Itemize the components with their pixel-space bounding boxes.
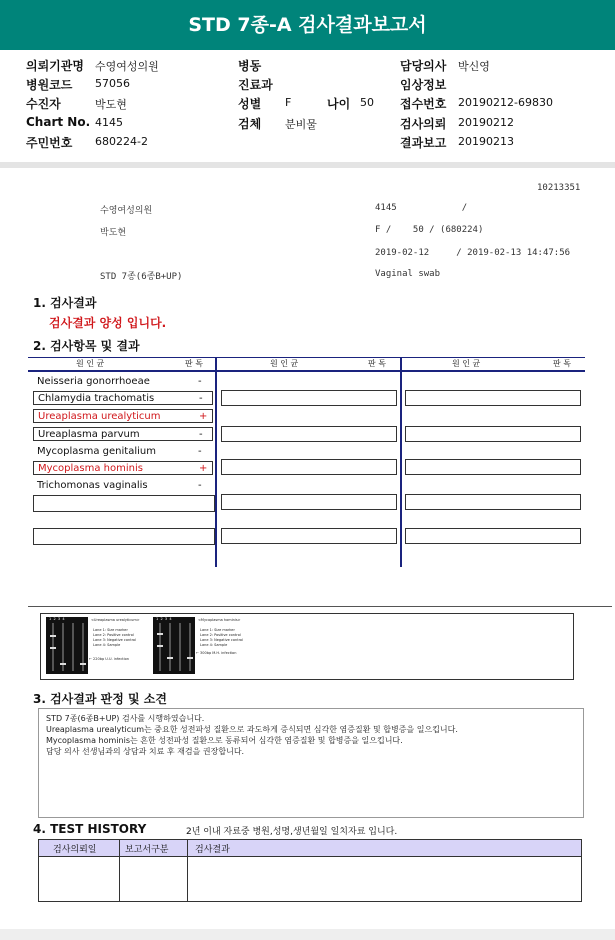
organism-name: Mycoplasma genitalium xyxy=(37,446,156,457)
section1-title: 1. 검사결과 xyxy=(33,296,97,310)
report-date-value: 20190213 xyxy=(458,135,514,148)
opinion-line: 담당 의사 선생님과의 상담과 치료 후 재검을 권장합니다. xyxy=(46,747,245,756)
organism-row xyxy=(33,427,213,441)
gel-legend-ureaplasma: Lane 1: Size marker Lane 2: Positive control Lane 3: Negative control Lane 4: Sample xyxy=(93,628,137,647)
history-note: 2년 이내 자료중 병원,성명,생년월일 일치자료 입니다. xyxy=(186,827,398,837)
doctor-value: 박신영 xyxy=(458,60,490,73)
organism-judge: - xyxy=(198,480,202,491)
doctor-label: 담당의사 xyxy=(400,59,447,73)
gel-caption-ureaplasma: <Ureaplasma urealyticum> xyxy=(91,618,140,622)
empty-cell xyxy=(405,494,581,510)
hospital-code-label: 병원코드 xyxy=(26,78,73,92)
opinion-line: Ureaplasma urealyticum는 중요한 성전파성 질환으로 과도하게 증식되면 심각한 염증질환 및 합병증을 일으킵니다. xyxy=(46,725,458,734)
history-col-report-type: 보고서구분 xyxy=(125,845,169,855)
organism-judge: - xyxy=(198,376,202,387)
organism-row xyxy=(33,391,213,405)
report-specimen: Vaginal swab xyxy=(375,269,441,279)
accession-label: 접수번호 xyxy=(400,97,447,111)
organism-judge: - xyxy=(199,393,203,404)
empty-cell xyxy=(221,528,397,544)
col-organism-1: 원 인 균 xyxy=(76,359,105,368)
col-organism-2: 원 인 균 xyxy=(270,359,299,368)
empty-cell xyxy=(405,528,581,544)
gel-image-ureaplasma xyxy=(46,617,88,674)
report-institution: 수영여성의원 xyxy=(100,206,153,216)
history-col-divider xyxy=(119,840,120,901)
gel-result-mycoplasma: ← 300bp M.H. infection xyxy=(196,651,237,655)
report-chart: 4145 / xyxy=(375,203,468,213)
recipient-label: 수진자 xyxy=(26,97,61,111)
organism-row xyxy=(33,479,213,493)
results-table-header xyxy=(28,357,585,372)
organism-name: Ureaplasma urealyticum xyxy=(38,411,161,422)
table-divider-1 xyxy=(215,357,217,567)
section-divider xyxy=(0,162,615,168)
ward-label: 병동 xyxy=(238,59,262,73)
empty-cell xyxy=(221,494,397,510)
page-footer-bar xyxy=(0,929,615,940)
empty-cell xyxy=(33,495,215,512)
organism-row xyxy=(33,375,213,389)
organism-judge: - xyxy=(199,429,203,440)
col-organism-3: 원 인 균 xyxy=(452,359,481,368)
history-col-result: 검사결과 xyxy=(195,845,230,855)
opinion-line: Mycoplasma hominis는 흔한 성전파성 질환으로 동류되어 심각한 염증질환 및 합병증을 일으킵니다. xyxy=(46,736,403,745)
section3-title: 3. 검사결과 판정 및 소견 xyxy=(33,692,167,706)
organism-name: Ureaplasma parvum xyxy=(38,429,140,440)
gel-image-panel xyxy=(40,613,574,680)
report-sex-age: F / 50 / (680224) xyxy=(375,225,484,235)
opinion-line: STD 7종(6종B+UP) 검사를 시행하였습니다. xyxy=(46,714,205,723)
age-value: 50 xyxy=(360,96,374,109)
organism-row xyxy=(33,445,213,459)
report-test-name: STD 7종(6종B+UP) xyxy=(100,272,183,282)
report-patient: 박도현 xyxy=(100,228,127,238)
resident-no-label: 주민번호 xyxy=(26,136,73,150)
history-table xyxy=(38,839,582,902)
request-date-value: 20190212 xyxy=(458,116,514,129)
opinion-box xyxy=(38,708,584,818)
empty-cell xyxy=(221,390,397,406)
clinical-info-label: 임상정보 xyxy=(400,78,447,92)
empty-cell xyxy=(405,459,581,475)
hospital-code-value: 57056 xyxy=(95,77,130,90)
positive-result-text: 검사결과 양성 입니다. xyxy=(49,316,167,330)
chart-no-value: 4145 xyxy=(95,116,123,129)
organism-name: Trichomonas vaginalis xyxy=(37,480,148,491)
col-judge-3: 판 독 xyxy=(553,359,571,368)
institution-value: 수영여성의원 xyxy=(95,60,159,73)
recipient-value: 박도현 xyxy=(95,98,127,111)
history-col-divider xyxy=(187,840,188,901)
report-date-label: 결과보고 xyxy=(400,136,447,150)
organism-row-positive xyxy=(33,409,213,423)
gel-lane-numbers: 1 2 3 4 xyxy=(156,617,172,621)
sex-label: 성별 xyxy=(238,97,262,111)
gel-image-mycoplasma xyxy=(153,617,195,674)
col-judge-2: 판 독 xyxy=(368,359,386,368)
accession-value: 20190212-69830 xyxy=(458,96,553,109)
patient-info-block xyxy=(0,50,615,162)
chart-no-label: Chart No. xyxy=(26,115,91,129)
report-code: 10213351 xyxy=(537,183,581,193)
organism-name: Chlamydia trachomatis xyxy=(38,393,155,404)
institution-label: 의뢰기관명 xyxy=(26,59,84,73)
gel-divider xyxy=(28,606,612,607)
empty-cell xyxy=(33,528,215,545)
gel-legend-mycoplasma: Lane 1: Size marker Lane 2: Positive control Lane 3: Negative control Lane 4: Sample xyxy=(200,628,244,647)
organism-row-positive xyxy=(33,461,213,475)
gel-lane-numbers: 1 2 3 4 xyxy=(49,617,65,621)
report-title: STD 7종-A 검사결과보고서 xyxy=(0,0,615,50)
department-label: 진료과 xyxy=(238,78,273,92)
section4-title: 4. TEST HISTORY xyxy=(33,822,147,836)
table-divider-2 xyxy=(400,357,402,567)
empty-cell xyxy=(221,459,397,475)
organism-judge: - xyxy=(198,446,202,457)
organism-judge: + xyxy=(199,411,208,422)
history-col-request-date: 검사의뢰일 xyxy=(53,845,97,855)
gel-caption-mycoplasma: <Mycoplasma hominis> xyxy=(198,618,241,622)
organism-judge: + xyxy=(199,463,208,474)
organism-name: Neisseria gonorrhoeae xyxy=(37,376,150,387)
history-table-header xyxy=(39,840,581,857)
empty-cell xyxy=(405,390,581,406)
sex-value: F xyxy=(285,96,292,109)
specimen-value: 분비물 xyxy=(285,118,317,131)
request-date-label: 검사의뢰 xyxy=(400,117,447,131)
resident-no-value: 680224-2 xyxy=(95,135,148,148)
section2-title: 2. 검사항목 및 결과 xyxy=(33,339,140,353)
empty-cell xyxy=(221,426,397,442)
empty-cell xyxy=(405,426,581,442)
age-label: 나이 xyxy=(327,97,351,111)
report-dates: 2019-02-12 / 2019-02-13 14:47:56 xyxy=(375,248,571,258)
specimen-label: 검체 xyxy=(238,117,262,131)
organism-name: Mycoplasma hominis xyxy=(38,463,143,474)
col-judge-1: 판 독 xyxy=(185,359,203,368)
gel-result-ureaplasma: ← 220bp U.U. infection xyxy=(89,657,129,661)
